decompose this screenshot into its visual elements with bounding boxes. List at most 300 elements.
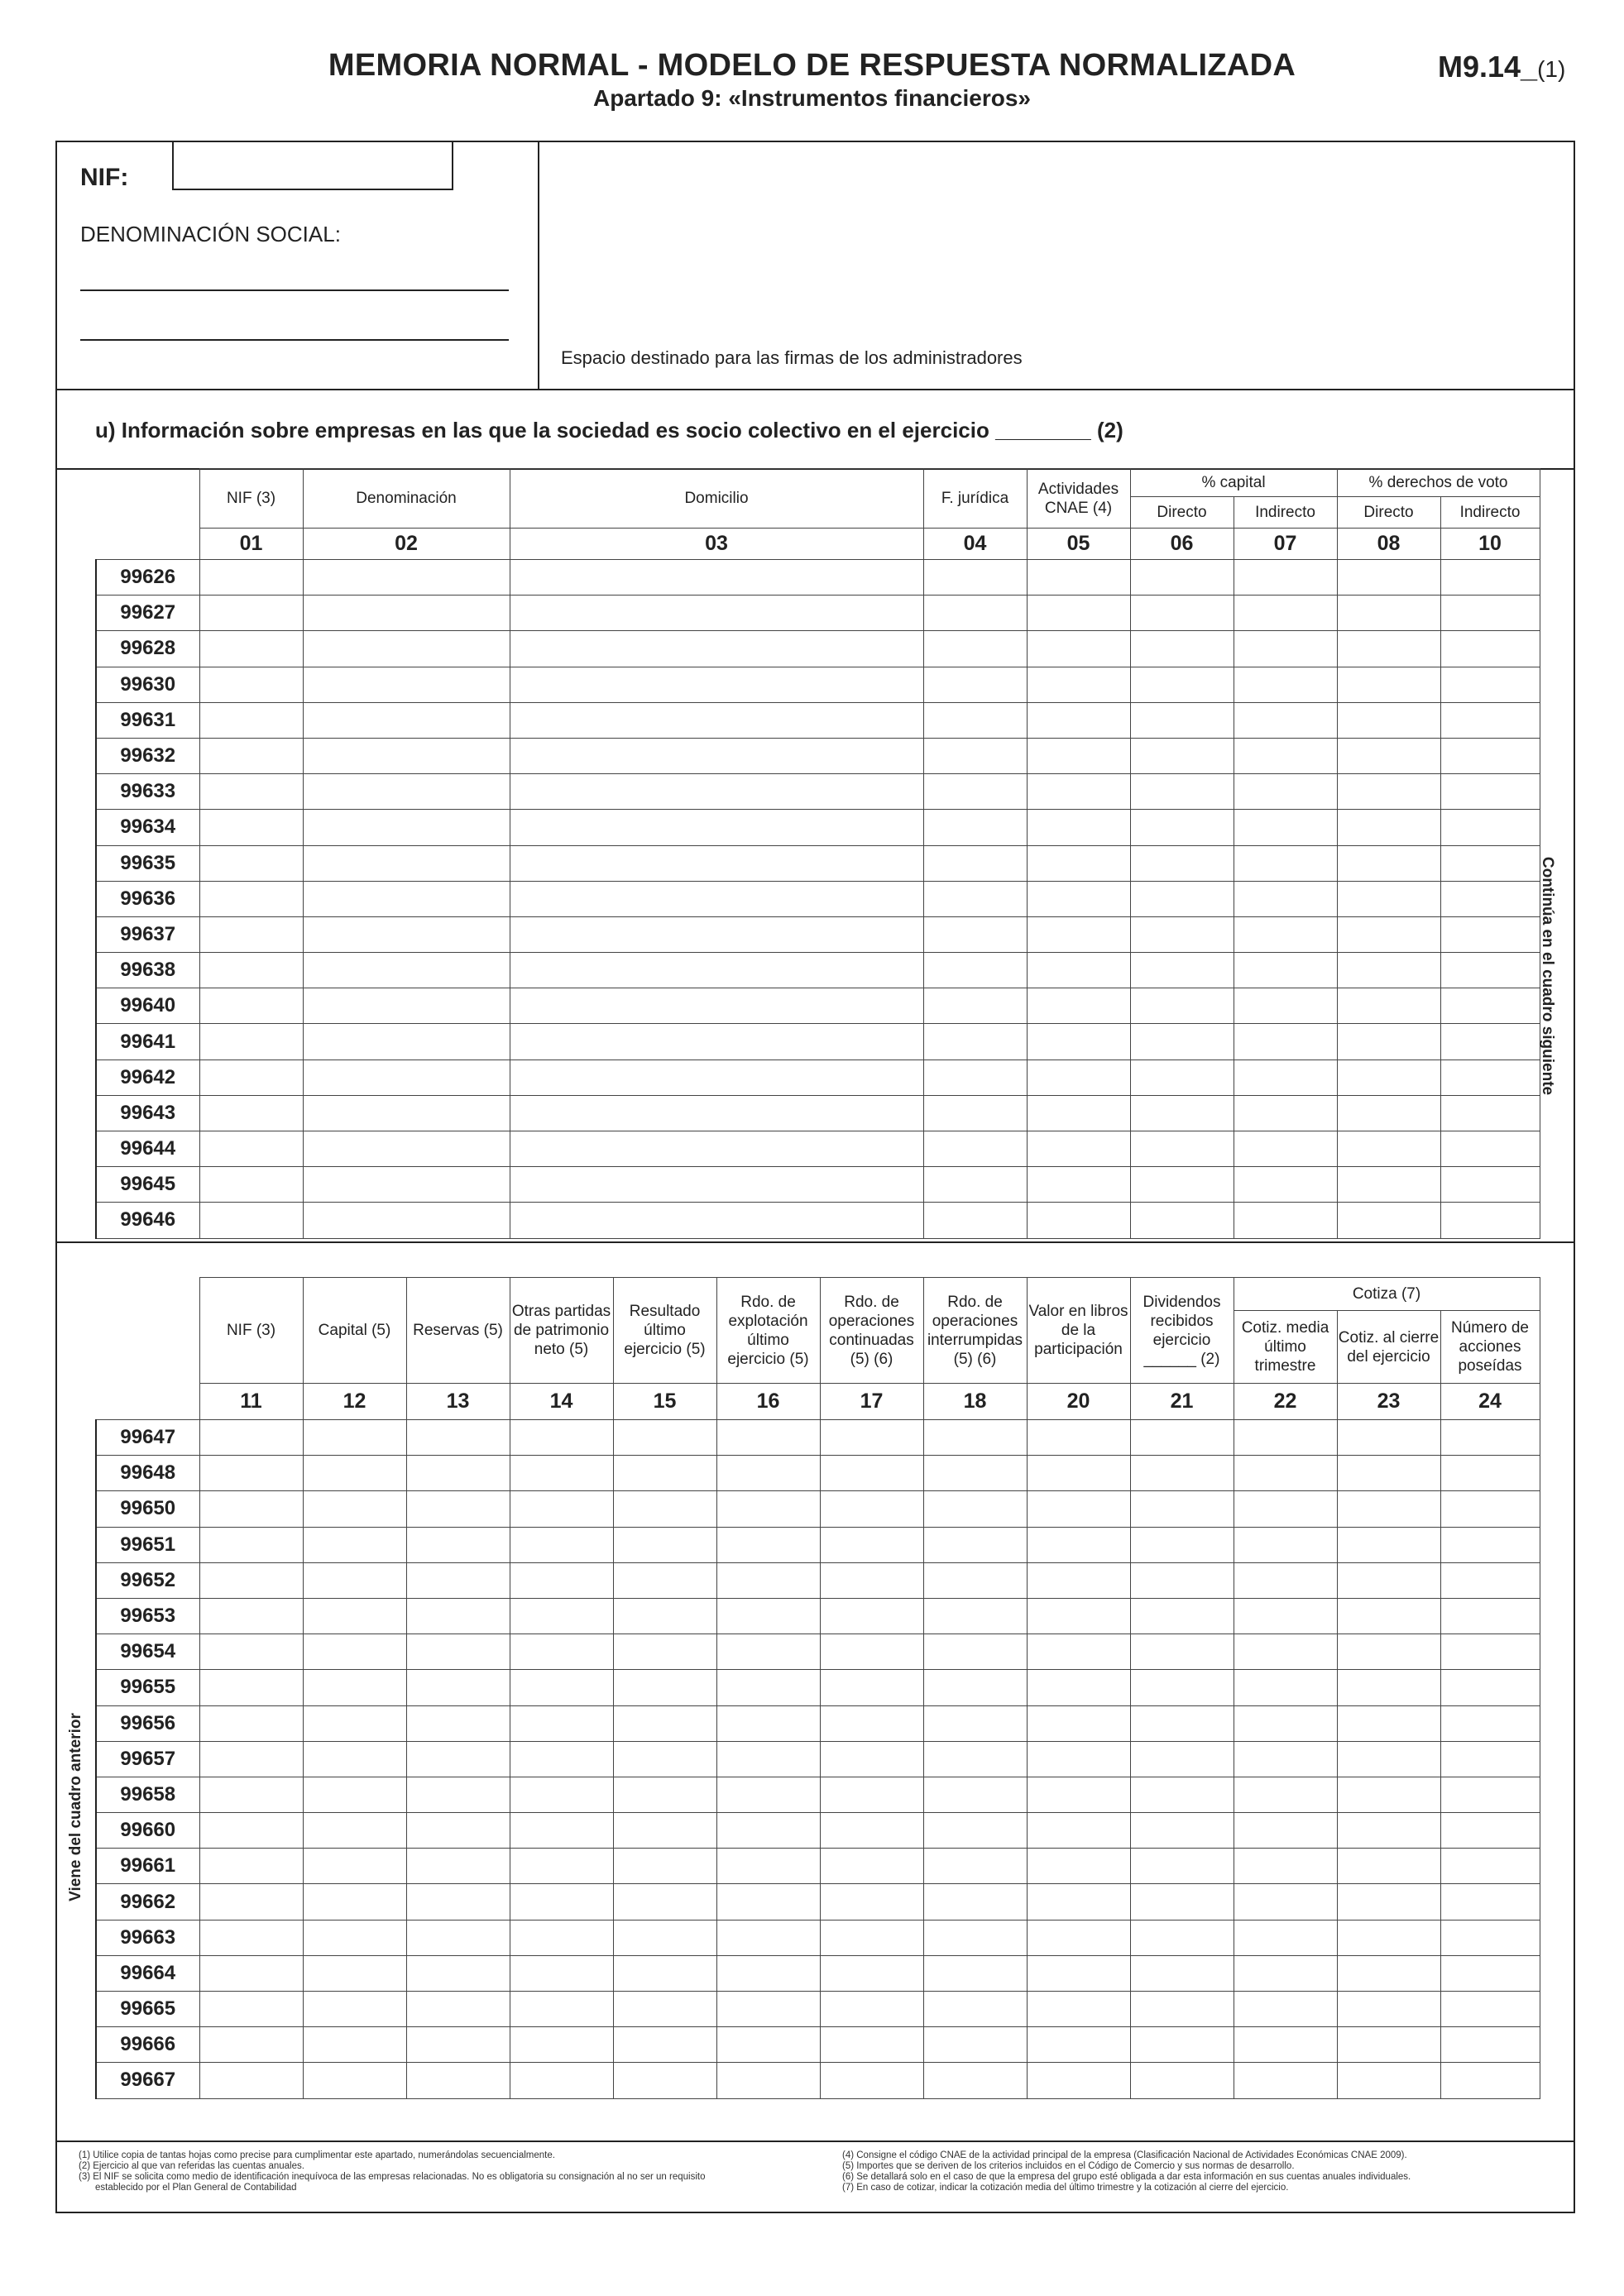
input-cell[interactable]	[716, 1598, 820, 1634]
input-cell[interactable]	[303, 1562, 406, 1598]
input-cell[interactable]	[1027, 1849, 1130, 1884]
input-cell[interactable]	[1440, 1884, 1540, 1920]
input-cell[interactable]	[199, 702, 303, 738]
input-cell[interactable]	[1027, 702, 1130, 738]
input-cell[interactable]	[1337, 1095, 1440, 1131]
input-cell[interactable]	[1130, 2063, 1234, 2098]
input-cell[interactable]	[923, 1562, 1027, 1598]
input-cell[interactable]	[406, 1992, 510, 2027]
input-cell[interactable]	[1440, 631, 1540, 667]
input-cell[interactable]	[716, 1491, 820, 1527]
input-cell[interactable]	[510, 596, 923, 631]
input-cell[interactable]	[1234, 2027, 1337, 2063]
input-cell[interactable]	[1027, 1562, 1130, 1598]
input-cell[interactable]	[199, 881, 303, 916]
input-cell[interactable]	[1440, 1670, 1540, 1705]
input-cell[interactable]	[1130, 1777, 1234, 1812]
input-cell[interactable]	[1337, 1491, 1440, 1527]
input-cell[interactable]	[510, 1884, 613, 1920]
input-cell[interactable]	[1130, 1813, 1234, 1849]
input-cell[interactable]	[923, 1670, 1027, 1705]
input-cell[interactable]	[1027, 631, 1130, 667]
input-cell[interactable]	[1130, 2027, 1234, 2063]
input-cell[interactable]	[1337, 881, 1440, 916]
input-cell[interactable]	[1234, 774, 1337, 810]
input-cell[interactable]	[923, 631, 1027, 667]
input-cell[interactable]	[1234, 810, 1337, 845]
input-cell[interactable]	[1027, 1203, 1130, 1238]
input-cell[interactable]	[1130, 1131, 1234, 1167]
input-cell[interactable]	[199, 1992, 303, 2027]
input-cell[interactable]	[406, 1562, 510, 1598]
input-cell[interactable]	[923, 1203, 1027, 1238]
input-cell[interactable]	[1440, 738, 1540, 773]
input-cell[interactable]	[1337, 1634, 1440, 1670]
input-cell[interactable]	[199, 1562, 303, 1598]
input-cell[interactable]	[1234, 1670, 1337, 1705]
input-cell[interactable]	[406, 1849, 510, 1884]
input-cell[interactable]	[510, 1920, 613, 1955]
input-cell[interactable]	[1027, 1131, 1130, 1167]
input-cell[interactable]	[613, 2063, 716, 2098]
input-cell[interactable]	[303, 810, 510, 845]
input-cell[interactable]	[1234, 1705, 1337, 1741]
input-cell[interactable]	[510, 1420, 613, 1456]
input-cell[interactable]	[1440, 1131, 1540, 1167]
input-cell[interactable]	[1440, 1992, 1540, 2027]
input-cell[interactable]	[613, 1849, 716, 1884]
input-cell[interactable]	[303, 1167, 510, 1203]
input-cell[interactable]	[1234, 1920, 1337, 1955]
input-cell[interactable]	[1130, 1562, 1234, 1598]
input-cell[interactable]	[716, 1741, 820, 1777]
input-cell[interactable]	[923, 1813, 1027, 1849]
input-cell[interactable]	[1337, 1420, 1440, 1456]
input-cell[interactable]	[716, 1420, 820, 1456]
input-cell[interactable]	[510, 810, 923, 845]
input-cell[interactable]	[303, 2027, 406, 2063]
input-cell[interactable]	[1027, 1527, 1130, 1562]
input-cell[interactable]	[303, 1131, 510, 1167]
input-cell[interactable]	[1027, 1167, 1130, 1203]
input-cell[interactable]	[510, 1741, 613, 1777]
input-cell[interactable]	[923, 1420, 1027, 1456]
input-cell[interactable]	[1337, 810, 1440, 845]
input-cell[interactable]	[923, 1741, 1027, 1777]
input-cell[interactable]	[1027, 1095, 1130, 1131]
input-cell[interactable]	[199, 1884, 303, 1920]
input-cell[interactable]	[1234, 1562, 1337, 1598]
input-cell[interactable]	[510, 1598, 613, 1634]
input-cell[interactable]	[303, 1527, 406, 1562]
input-cell[interactable]	[1234, 1131, 1337, 1167]
input-cell[interactable]	[406, 1884, 510, 1920]
input-cell[interactable]	[923, 1527, 1027, 1562]
input-cell[interactable]	[510, 2063, 613, 2098]
input-cell[interactable]	[510, 1527, 613, 1562]
input-cell[interactable]	[510, 702, 923, 738]
input-cell[interactable]	[1130, 881, 1234, 916]
input-cell[interactable]	[1130, 1884, 1234, 1920]
input-cell[interactable]	[1337, 988, 1440, 1024]
input-cell[interactable]	[303, 596, 510, 631]
input-cell[interactable]	[1130, 988, 1234, 1024]
input-cell[interactable]	[820, 1884, 923, 1920]
signature-area[interactable]	[539, 142, 1574, 387]
input-cell[interactable]	[1440, 1203, 1540, 1238]
input-cell[interactable]	[303, 1705, 406, 1741]
input-cell[interactable]	[303, 1095, 510, 1131]
input-cell[interactable]	[199, 1777, 303, 1812]
input-cell[interactable]	[1234, 988, 1337, 1024]
input-cell[interactable]	[716, 1884, 820, 1920]
input-cell[interactable]	[1440, 596, 1540, 631]
input-cell[interactable]	[1440, 1741, 1540, 1777]
input-cell[interactable]	[1440, 2027, 1540, 2063]
input-cell[interactable]	[820, 2027, 923, 2063]
input-cell[interactable]	[716, 2063, 820, 2098]
input-cell[interactable]	[820, 1562, 923, 1598]
input-cell[interactable]	[613, 1420, 716, 1456]
input-cell[interactable]	[820, 1813, 923, 1849]
input-cell[interactable]	[303, 1420, 406, 1456]
input-cell[interactable]	[923, 2027, 1027, 2063]
input-cell[interactable]	[1234, 1024, 1337, 1060]
input-cell[interactable]	[406, 2027, 510, 2063]
input-cell[interactable]	[820, 1420, 923, 1456]
input-cell[interactable]	[923, 881, 1027, 916]
input-cell[interactable]	[303, 988, 510, 1024]
input-cell[interactable]	[1440, 1705, 1540, 1741]
input-cell[interactable]	[1337, 702, 1440, 738]
input-cell[interactable]	[199, 953, 303, 988]
input-cell[interactable]	[1337, 560, 1440, 596]
input-cell[interactable]	[1130, 845, 1234, 881]
input-cell[interactable]	[406, 1955, 510, 1991]
input-cell[interactable]	[1337, 1992, 1440, 2027]
input-cell[interactable]	[510, 1705, 613, 1741]
input-cell[interactable]	[1337, 1705, 1440, 1741]
input-cell[interactable]	[303, 702, 510, 738]
input-cell[interactable]	[923, 1992, 1027, 2027]
input-cell[interactable]	[1234, 953, 1337, 988]
input-cell[interactable]	[716, 1849, 820, 1884]
input-cell[interactable]	[199, 1741, 303, 1777]
input-cell[interactable]	[613, 1634, 716, 1670]
input-cell[interactable]	[820, 1777, 923, 1812]
input-cell[interactable]	[1130, 1992, 1234, 2027]
input-cell[interactable]	[1234, 1167, 1337, 1203]
input-cell[interactable]	[510, 1634, 613, 1670]
input-cell[interactable]	[303, 2063, 406, 2098]
input-cell[interactable]	[716, 1634, 820, 1670]
input-cell[interactable]	[199, 1527, 303, 1562]
input-cell[interactable]	[303, 1955, 406, 1991]
input-cell[interactable]	[510, 2027, 613, 2063]
input-cell[interactable]	[1234, 738, 1337, 773]
input-cell[interactable]	[510, 1670, 613, 1705]
input-cell[interactable]	[716, 1813, 820, 1849]
input-cell[interactable]	[1337, 1884, 1440, 1920]
input-cell[interactable]	[1130, 631, 1234, 667]
input-cell[interactable]	[1337, 1203, 1440, 1238]
input-cell[interactable]	[1440, 1527, 1540, 1562]
input-cell[interactable]	[1130, 1095, 1234, 1131]
input-cell[interactable]	[303, 916, 510, 952]
input-cell[interactable]	[510, 1167, 923, 1203]
input-cell[interactable]	[199, 560, 303, 596]
input-cell[interactable]	[303, 1920, 406, 1955]
input-cell[interactable]	[613, 1670, 716, 1705]
input-cell[interactable]	[613, 1955, 716, 1991]
input-cell[interactable]	[923, 1849, 1027, 1884]
input-cell[interactable]	[510, 738, 923, 773]
input-cell[interactable]	[716, 1562, 820, 1598]
input-cell[interactable]	[1440, 845, 1540, 881]
input-cell[interactable]	[1130, 738, 1234, 773]
input-cell[interactable]	[1234, 2063, 1337, 2098]
input-cell[interactable]	[199, 596, 303, 631]
input-cell[interactable]	[1027, 1920, 1130, 1955]
input-cell[interactable]	[303, 881, 510, 916]
input-cell[interactable]	[613, 1562, 716, 1598]
input-cell[interactable]	[1337, 738, 1440, 773]
input-cell[interactable]	[1337, 774, 1440, 810]
input-cell[interactable]	[923, 1955, 1027, 1991]
input-cell[interactable]	[1234, 702, 1337, 738]
input-cell[interactable]	[1130, 1491, 1234, 1527]
input-cell[interactable]	[1027, 1955, 1130, 1991]
input-cell[interactable]	[406, 1670, 510, 1705]
input-cell[interactable]	[1027, 1598, 1130, 1634]
input-cell[interactable]	[716, 2027, 820, 2063]
input-cell[interactable]	[1130, 774, 1234, 810]
input-cell[interactable]	[1027, 2027, 1130, 2063]
input-cell[interactable]	[1130, 667, 1234, 702]
input-cell[interactable]	[199, 1849, 303, 1884]
input-cell[interactable]	[1337, 916, 1440, 952]
input-cell[interactable]	[1337, 953, 1440, 988]
input-cell[interactable]	[1337, 2063, 1440, 2098]
input-cell[interactable]	[1440, 916, 1540, 952]
input-cell[interactable]	[303, 1024, 510, 1060]
input-cell[interactable]	[406, 1456, 510, 1491]
input-cell[interactable]	[199, 1060, 303, 1095]
input-cell[interactable]	[199, 916, 303, 952]
input-cell[interactable]	[199, 1813, 303, 1849]
input-cell[interactable]	[1027, 1420, 1130, 1456]
input-cell[interactable]	[1337, 1920, 1440, 1955]
input-cell[interactable]	[1440, 988, 1540, 1024]
input-cell[interactable]	[1027, 596, 1130, 631]
input-cell[interactable]	[820, 1705, 923, 1741]
input-cell[interactable]	[1440, 560, 1540, 596]
input-cell[interactable]	[1440, 1456, 1540, 1491]
input-cell[interactable]	[1027, 1813, 1130, 1849]
input-cell[interactable]	[199, 1491, 303, 1527]
input-cell[interactable]	[613, 1741, 716, 1777]
input-cell[interactable]	[1130, 1167, 1234, 1203]
input-cell[interactable]	[820, 1992, 923, 2027]
input-cell[interactable]	[716, 1670, 820, 1705]
input-cell[interactable]	[406, 1634, 510, 1670]
input-cell[interactable]	[199, 774, 303, 810]
input-cell[interactable]	[406, 1527, 510, 1562]
input-cell[interactable]	[923, 560, 1027, 596]
input-cell[interactable]	[1337, 1598, 1440, 1634]
input-cell[interactable]	[1234, 1634, 1337, 1670]
input-cell[interactable]	[1027, 1777, 1130, 1812]
input-cell[interactable]	[1234, 1527, 1337, 1562]
input-cell[interactable]	[406, 2063, 510, 2098]
input-cell[interactable]	[1027, 881, 1130, 916]
input-cell[interactable]	[1130, 1456, 1234, 1491]
input-cell[interactable]	[1337, 1167, 1440, 1203]
input-cell[interactable]	[613, 1920, 716, 1955]
input-cell[interactable]	[1337, 1741, 1440, 1777]
input-cell[interactable]	[510, 1562, 613, 1598]
input-cell[interactable]	[923, 1456, 1027, 1491]
input-cell[interactable]	[199, 1420, 303, 1456]
input-cell[interactable]	[923, 1884, 1027, 1920]
input-cell[interactable]	[303, 560, 510, 596]
input-cell[interactable]	[1337, 1813, 1440, 1849]
input-cell[interactable]	[613, 2027, 716, 2063]
input-cell[interactable]	[923, 1131, 1027, 1167]
input-cell[interactable]	[1440, 1598, 1540, 1634]
input-cell[interactable]	[820, 1491, 923, 1527]
input-cell[interactable]	[613, 1705, 716, 1741]
input-cell[interactable]	[820, 1456, 923, 1491]
input-cell[interactable]	[1337, 667, 1440, 702]
input-cell[interactable]	[199, 988, 303, 1024]
input-cell[interactable]	[923, 1634, 1027, 1670]
input-cell[interactable]	[510, 1131, 923, 1167]
input-cell[interactable]	[1440, 1920, 1540, 1955]
input-cell[interactable]	[406, 1777, 510, 1812]
input-cell[interactable]	[199, 738, 303, 773]
input-cell[interactable]	[510, 560, 923, 596]
input-cell[interactable]	[406, 1705, 510, 1741]
input-cell[interactable]	[1440, 774, 1540, 810]
input-cell[interactable]	[1130, 1849, 1234, 1884]
input-cell[interactable]	[1027, 1884, 1130, 1920]
input-cell[interactable]	[1027, 1634, 1130, 1670]
input-cell[interactable]	[1440, 1060, 1540, 1095]
input-cell[interactable]	[1130, 1741, 1234, 1777]
input-cell[interactable]	[1234, 560, 1337, 596]
input-cell[interactable]	[303, 774, 510, 810]
input-cell[interactable]	[510, 953, 923, 988]
input-cell[interactable]	[303, 1634, 406, 1670]
input-cell[interactable]	[199, 1024, 303, 1060]
input-cell[interactable]	[303, 1992, 406, 2027]
input-cell[interactable]	[199, 1705, 303, 1741]
input-cell[interactable]	[1130, 1060, 1234, 1095]
input-cell[interactable]	[1027, 774, 1130, 810]
input-cell[interactable]	[199, 1131, 303, 1167]
input-cell[interactable]	[199, 667, 303, 702]
input-cell[interactable]	[1027, 845, 1130, 881]
input-cell[interactable]	[1440, 810, 1540, 845]
input-cell[interactable]	[1234, 1095, 1337, 1131]
input-cell[interactable]	[820, 1634, 923, 1670]
input-cell[interactable]	[510, 1024, 923, 1060]
input-cell[interactable]	[1337, 1131, 1440, 1167]
input-cell[interactable]	[199, 1634, 303, 1670]
input-cell[interactable]	[1027, 1456, 1130, 1491]
input-cell[interactable]	[1027, 2063, 1130, 2098]
input-cell[interactable]	[923, 596, 1027, 631]
input-cell[interactable]	[199, 845, 303, 881]
input-cell[interactable]	[716, 1456, 820, 1491]
input-cell[interactable]	[303, 1203, 510, 1238]
input-cell[interactable]	[820, 2063, 923, 2098]
input-cell[interactable]	[510, 1095, 923, 1131]
input-cell[interactable]	[510, 1491, 613, 1527]
input-cell[interactable]	[303, 667, 510, 702]
input-cell[interactable]	[1027, 560, 1130, 596]
input-cell[interactable]	[1234, 1884, 1337, 1920]
input-cell[interactable]	[510, 631, 923, 667]
input-cell[interactable]	[613, 1777, 716, 1812]
input-cell[interactable]	[303, 1456, 406, 1491]
input-cell[interactable]	[1234, 1813, 1337, 1849]
input-cell[interactable]	[923, 1060, 1027, 1095]
input-cell[interactable]	[406, 1491, 510, 1527]
input-cell[interactable]	[820, 1670, 923, 1705]
input-cell[interactable]	[406, 1420, 510, 1456]
input-cell[interactable]	[1234, 667, 1337, 702]
input-cell[interactable]	[1130, 1420, 1234, 1456]
input-cell[interactable]	[303, 1777, 406, 1812]
input-cell[interactable]	[1337, 631, 1440, 667]
input-cell[interactable]	[923, 1777, 1027, 1812]
input-cell[interactable]	[1130, 810, 1234, 845]
nif-field[interactable]	[172, 141, 453, 190]
input-cell[interactable]	[1234, 1849, 1337, 1884]
input-cell[interactable]	[923, 2063, 1027, 2098]
input-cell[interactable]	[1130, 1920, 1234, 1955]
input-cell[interactable]	[1440, 1562, 1540, 1598]
input-cell[interactable]	[923, 845, 1027, 881]
input-cell[interactable]	[303, 1598, 406, 1634]
input-cell[interactable]	[303, 1491, 406, 1527]
input-cell[interactable]	[1337, 1849, 1440, 1884]
input-cell[interactable]	[1027, 953, 1130, 988]
input-cell[interactable]	[1440, 1955, 1540, 1991]
input-cell[interactable]	[613, 1456, 716, 1491]
input-cell[interactable]	[510, 1060, 923, 1095]
input-cell[interactable]	[1337, 1670, 1440, 1705]
input-cell[interactable]	[303, 1060, 510, 1095]
input-cell[interactable]	[820, 1955, 923, 1991]
input-cell[interactable]	[716, 1955, 820, 1991]
input-cell[interactable]	[923, 702, 1027, 738]
input-cell[interactable]	[199, 2027, 303, 2063]
input-cell[interactable]	[199, 1095, 303, 1131]
input-cell[interactable]	[303, 1849, 406, 1884]
input-cell[interactable]	[1337, 1024, 1440, 1060]
input-cell[interactable]	[1440, 1167, 1540, 1203]
input-cell[interactable]	[1130, 953, 1234, 988]
input-cell[interactable]	[510, 916, 923, 952]
input-cell[interactable]	[1234, 1741, 1337, 1777]
input-cell[interactable]	[1130, 1634, 1234, 1670]
input-cell[interactable]	[1130, 1598, 1234, 1634]
input-cell[interactable]	[406, 1741, 510, 1777]
input-cell[interactable]	[510, 667, 923, 702]
